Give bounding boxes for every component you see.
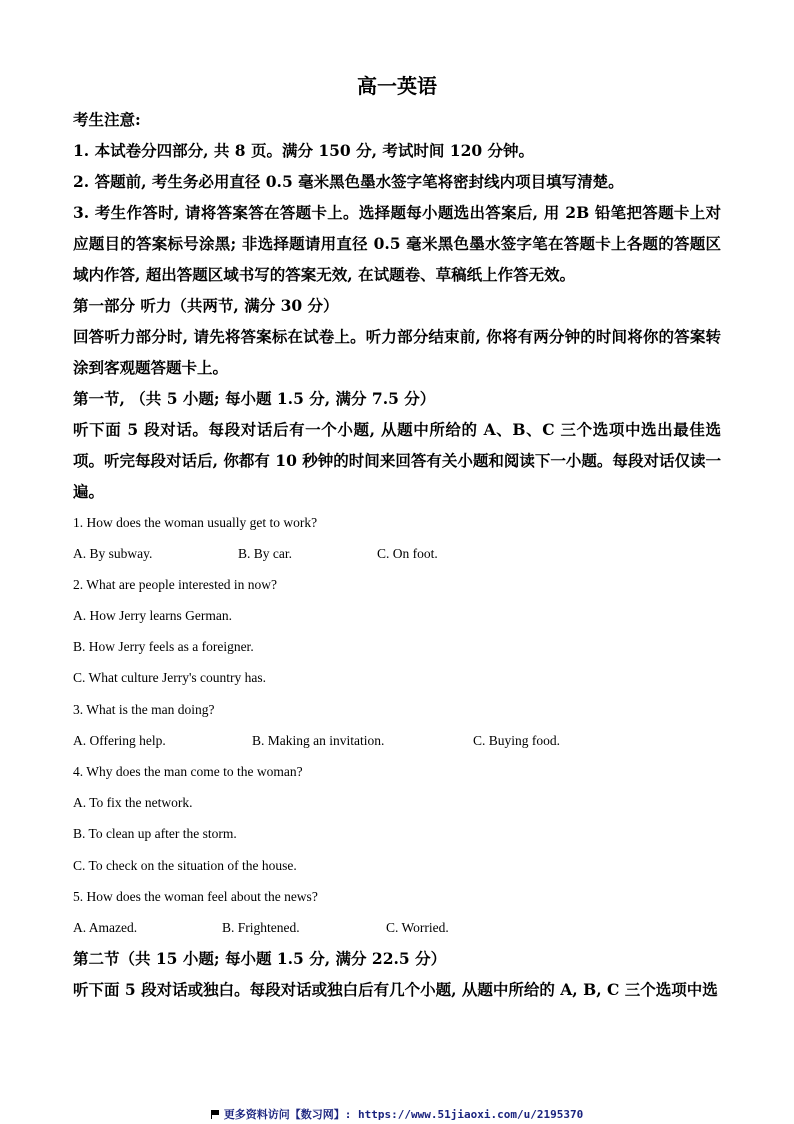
q4-option-b: B. To clean up after the storm.	[73, 826, 237, 841]
question-1: 1. How does the woman usually get to work?	[73, 515, 318, 530]
q1-option-a: A. By subway.	[73, 546, 153, 561]
part1-instruction: 回答听力部分时, 请先将答案标在试卷上。听力部分结束前, 你将有两分钟的时间将你的答案转涂到客观题答题卡上。	[73, 327, 721, 377]
footer	[0, 1106, 794, 1122]
q2-option-c: C. What culture Jerry's country has.	[73, 670, 267, 685]
question-3: 3. What is the man doing?	[73, 702, 215, 717]
q5-option-c: C. Worried.	[386, 920, 449, 935]
q4-option-c: C. To check on the situation of the house.	[73, 858, 297, 873]
notice-item-3: 3. 考生作答时, 请将答案答在答题卡上。选择题每小题选出答案后, 用 2B 铅笔把答题卡上对应题目的答案标号涂黑; 非选择题请用直径 0.5 毫米黑色墨水签字笔在答题卡上各题的答题区域内作答, 超出答题区域书写的答案无效, 在试题卷、草稿纸上作答无效。	[73, 203, 721, 284]
part1-heading: 第一部分 听力（共两节, 满分 30 分）	[73, 296, 339, 315]
q4-option-a: A. To fix the network.	[73, 795, 193, 810]
q5-option-b: B. Frightened.	[222, 920, 300, 935]
question-5: 5. How does the woman feel about the news?	[73, 889, 318, 904]
page-title: 高一英语	[357, 74, 437, 98]
q3-option-c: C. Buying food.	[473, 733, 561, 748]
notice-heading: 考生注意:	[73, 110, 141, 129]
notice-item-1: 1. 本试卷分四部分, 共 8 页。满分 150 分, 考试时间 120 分钟。	[73, 141, 535, 160]
question-2: 2. What are people interested in now?	[73, 577, 278, 592]
q1-option-b: B. By car.	[238, 546, 292, 561]
q1-option-c: C. On foot.	[377, 546, 438, 561]
section2-heading: 第二节（共 15 小题; 每小题 1.5 分, 满分 22.5 分）	[73, 949, 447, 968]
flag-icon	[211, 1110, 220, 1119]
q3-option-a: A. Offering help.	[73, 733, 166, 748]
section1-instruction: 听下面 5 段对话。每段对话后有一个小题, 从题中所给的 A、B、C 三个选项中选出最佳选项。听完每段对话后, 你都有 10 秒钟的时间来回答有关小题和阅读下一小题。每段对话仅读一遍。	[73, 420, 721, 501]
q5-option-a: A. Amazed.	[73, 920, 138, 935]
section1-heading: 第一节, （共 5 小题; 每小题 1.5 分, 满分 7.5 分）	[73, 389, 436, 408]
q2-option-a: A. How Jerry learns German.	[73, 608, 232, 623]
section2-instruction: 听下面 5 段对话或独白。每段对话或独白后有几个小题, 从题中所给的 A, B, C 三个选项中选	[73, 980, 718, 999]
footer-link[interactable]: 更多资料访问【数习网】: https://www.51jiaoxi.com/u/2195370	[223, 1108, 584, 1121]
notice-item-2: 2. 答题前, 考生务必用直径 0.5 毫米黑色墨水签字笔将密封线内项目填写清楚。	[73, 172, 624, 191]
q3-option-b: B. Making an invitation.	[252, 733, 385, 748]
q2-option-b: B. How Jerry feels as a foreigner.	[73, 639, 254, 654]
question-4: 4. Why does the man come to the woman?	[73, 764, 303, 779]
